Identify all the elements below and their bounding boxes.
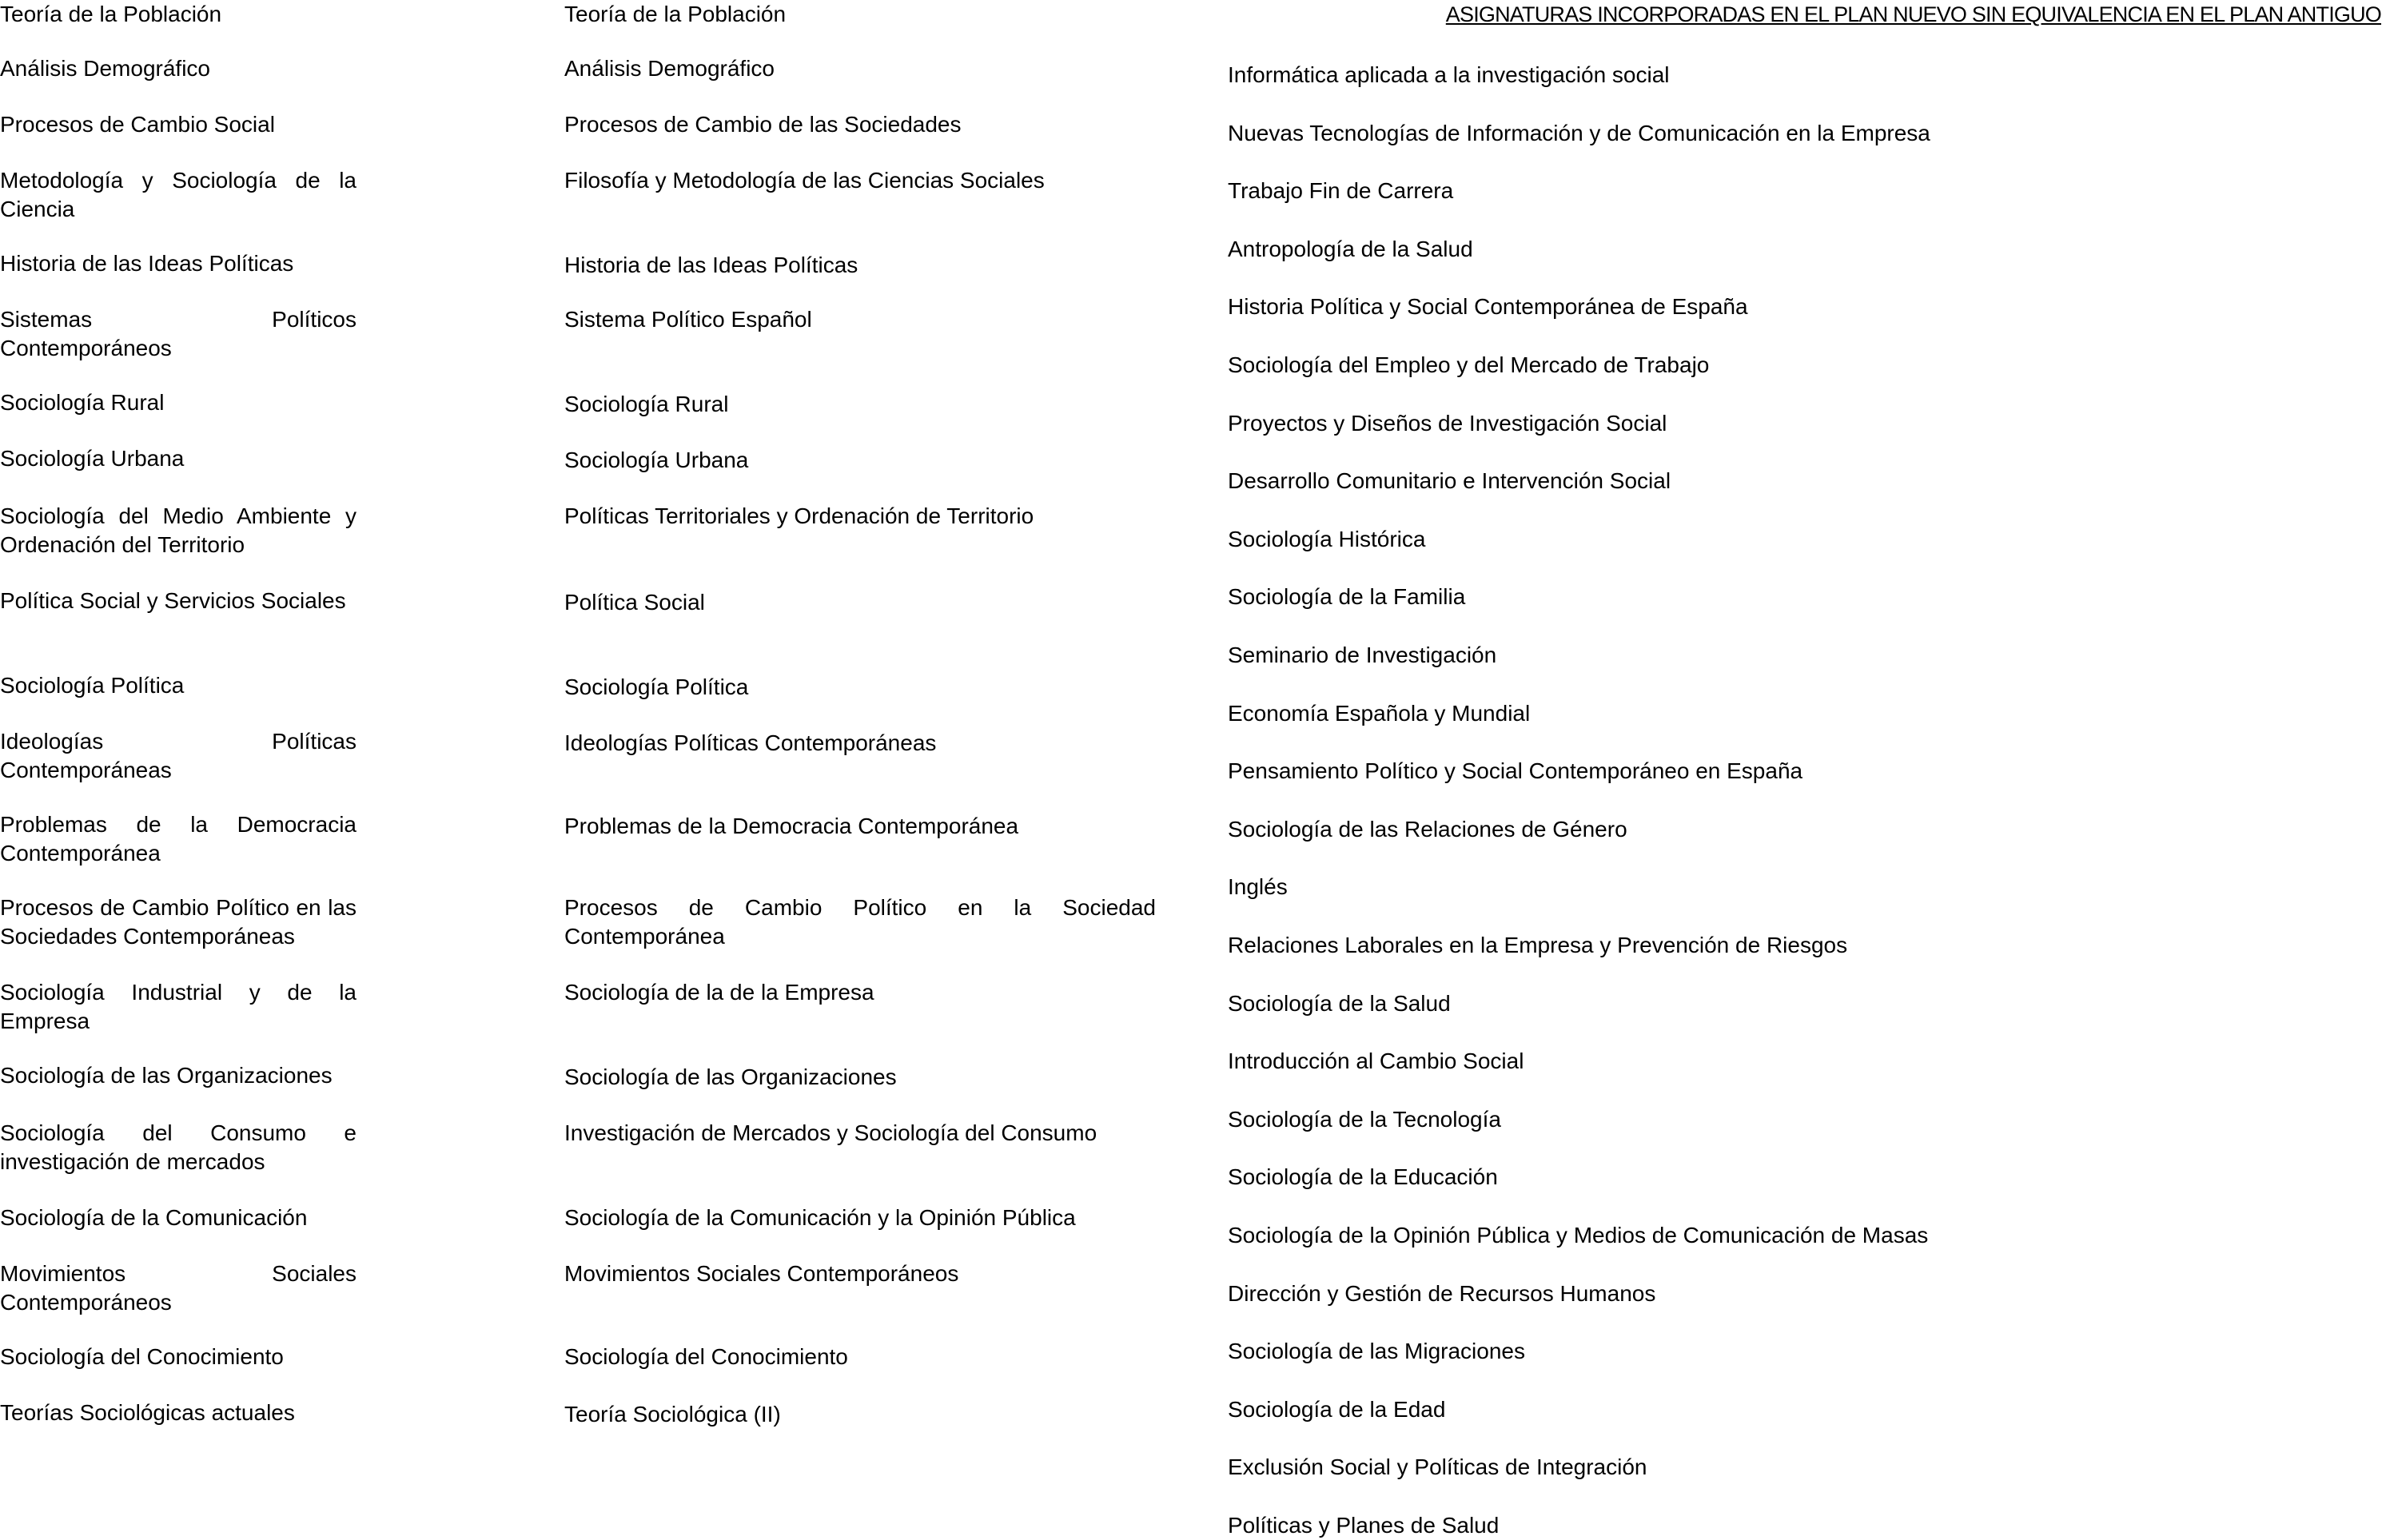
old-plan-subject: Historia de las Ideas Políticas	[0, 251, 294, 276]
old-plan-subject: Ideologías Políticas Contemporáneas	[0, 729, 357, 782]
old-plan-subject: Sociología de las Organizaciones	[0, 1063, 333, 1088]
new-plan-subject: Sociología Rural	[564, 392, 729, 416]
no-equivalence-subject: Exclusión Social y Políticas de Integración	[1228, 1454, 1647, 1479]
old-plan-subject: Análisis Demográfico	[0, 56, 210, 81]
no-equivalence-subject: Sociología de la Opinión Pública y Medios de Comunicación de Masas	[1228, 1223, 1929, 1248]
no-equivalence-subject: Inglés	[1228, 874, 1288, 899]
no-equivalence-subject: Informática aplicada a la investigación social	[1228, 62, 1670, 87]
old-plan-subject: Sociología del Consumo e investigación de mercados	[0, 1120, 357, 1174]
no-equivalence-subject: Antropología de la Salud	[1228, 237, 1473, 261]
new-plan-subject: Investigación de Mercados y Sociología del Consumo	[564, 1120, 1097, 1145]
old-plan-subject: Política Social y Servicios Sociales	[0, 588, 346, 613]
new-plan-subject: Historia de las Ideas Políticas	[564, 253, 858, 277]
no-equivalence-subject: Sociología Histórica	[1228, 527, 1426, 551]
no-equivalence-subject: Sociología de la Tecnología	[1228, 1107, 1501, 1132]
new-plan-subject: Filosofía y Metodología de las Ciencias Sociales	[564, 168, 1045, 193]
no-equivalence-subject: Sociología del Empleo y del Mercado de Trabajo	[1228, 352, 1710, 377]
no-equivalence-subject: Sociología de la Educación	[1228, 1164, 1498, 1189]
new-plan-subject: Sociología Política	[564, 674, 749, 699]
new-plan-subject: Sociología de las Organizaciones	[564, 1064, 897, 1089]
no-equivalence-subject: Políticas y Planes de Salud	[1228, 1513, 1500, 1538]
old-plan-subject: Teoría de la Población	[0, 2, 222, 26]
no-equivalence-subject: Sociología de las Migraciones	[1228, 1339, 1525, 1363]
old-plan-subject: Sistemas Políticos Contemporáneos	[0, 307, 357, 360]
no-equivalence-subject: Sociología de las Relaciones de Género	[1228, 817, 1627, 842]
new-plan-subject: Procesos de Cambio Político en la Sociedad Contemporánea	[564, 895, 1156, 949]
old-plan-subject: Problemas de la Democracia Contemporánea	[0, 812, 357, 866]
new-plan-subject: Teoría de la Población	[564, 2, 787, 26]
new-plan-subject: Procesos de Cambio de las Sociedades	[564, 112, 962, 137]
new-plan-subject: Sociología del Conocimiento	[564, 1344, 848, 1369]
new-plan-subject: Políticas Territoriales y Ordenación de Territorio	[564, 503, 1034, 528]
new-plan-subject: Teoría Sociológica (II)	[564, 1402, 781, 1427]
no-equivalence-subject: Dirección y Gestión de Recursos Humanos	[1228, 1281, 1656, 1306]
old-plan-subject: Sociología Política	[0, 673, 185, 698]
old-plan-subject: Procesos de Cambio Político en las Sociedades Contemporáneas	[0, 895, 357, 949]
new-plan-subject: Problemas de la Democracia Contemporánea	[564, 814, 1019, 838]
no-equivalence-subject: Proyectos y Diseños de Investigación Social	[1228, 411, 1667, 436]
no-equivalence-subject: Desarrollo Comunitario e Intervención Social	[1228, 468, 1671, 493]
new-plan-subject: Política Social	[564, 590, 705, 615]
no-equivalence-subject: Sociología de la Edad	[1228, 1397, 1446, 1422]
old-plan-subject: Sociología Urbana	[0, 446, 185, 471]
no-equivalence-heading: ASIGNATURAS INCORPORADAS EN EL PLAN NUEVO SIN EQUIVALENCIA EN EL PLAN ANTIGUO	[1445, 2, 2381, 26]
no-equivalence-subject: Pensamiento Político y Social Contemporáneo en España	[1228, 758, 1803, 783]
old-plan-subject: Sociología Rural	[0, 390, 165, 415]
new-plan-subject: Movimientos Sociales Contemporáneos	[564, 1261, 959, 1286]
new-plan-subject: Sistema Político Español	[564, 307, 812, 332]
old-plan-subject: Metodología y Sociología de la Ciencia	[0, 168, 357, 221]
old-plan-subject: Procesos de Cambio Social	[0, 112, 275, 137]
new-plan-subject: Ideologías Políticas Contemporáneas	[564, 730, 937, 755]
new-plan-subject: Sociología de la de la Empresa	[564, 980, 874, 1005]
no-equivalence-subject: Historia Política y Social Contemporánea de España	[1228, 294, 1748, 319]
old-plan-subject: Sociología Industrial y de la Empresa	[0, 980, 357, 1033]
new-plan-subject: Sociología Urbana	[564, 448, 749, 472]
no-equivalence-subject: Sociología de la Familia	[1228, 584, 1466, 609]
new-plan-subject: Sociología de la Comunicación y la Opinión Pública	[564, 1205, 1076, 1230]
no-equivalence-subject: Sociología de la Salud	[1228, 991, 1451, 1016]
no-equivalence-subject: Nuevas Tecnologías de Información y de Comunicación en la Empresa	[1228, 121, 1930, 145]
no-equivalence-subject: Economía Española y Mundial	[1228, 701, 1531, 726]
no-equivalence-subject: Introducción al Cambio Social	[1228, 1049, 1524, 1073]
no-equivalence-subject: Seminario de Investigación	[1228, 643, 1497, 667]
old-plan-subject: Sociología del Medio Ambiente y Ordenación del Territorio	[0, 503, 357, 557]
old-plan-subject: Teorías Sociológicas actuales	[0, 1400, 295, 1425]
old-plan-subject: Sociología de la Comunicación	[0, 1205, 308, 1230]
new-plan-subject: Análisis Demográfico	[564, 56, 775, 81]
old-plan-subject: Movimientos Sociales Contemporáneos	[0, 1261, 357, 1315]
old-plan-subject: Sociología del Conocimiento	[0, 1344, 284, 1369]
no-equivalence-subject: Relaciones Laborales en la Empresa y Prevención de Riesgos	[1228, 933, 1848, 957]
no-equivalence-subject: Trabajo Fin de Carrera	[1228, 178, 1454, 203]
